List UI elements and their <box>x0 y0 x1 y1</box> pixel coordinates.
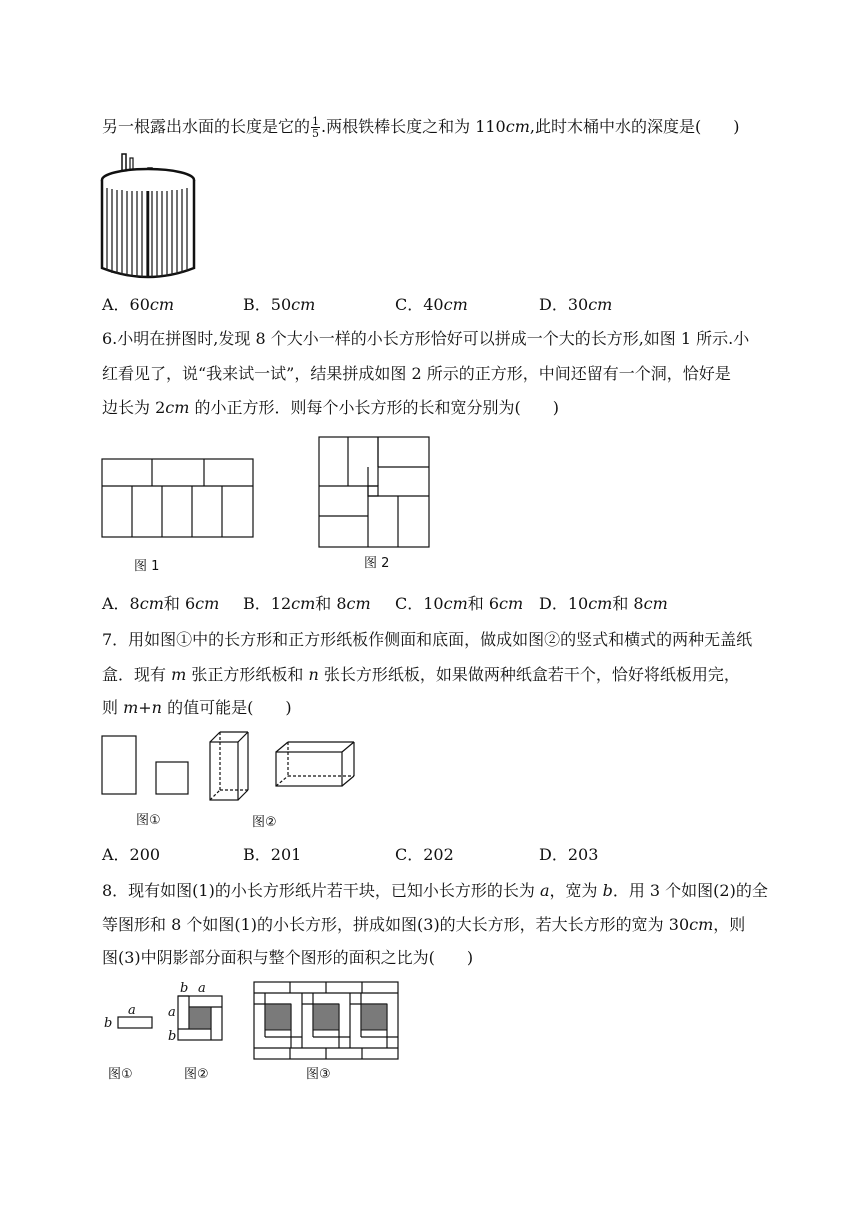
q6-figure-2-caption: 图 2 <box>364 556 390 571</box>
q8-stem-line-1: 8．现有如图(1)的小长方形纸片若干块，已知小长方形的长为 a，宽为 b．用 3 个如图(2)的全 <box>102 881 768 900</box>
fraction: $\frac{1}{5}$ <box>312 115 320 140</box>
q7-stem-line-1: 7．用如图①中的长方形和正方形纸板作侧面和底面，做成如图②的竖式和横式的两种无盖纸 <box>102 630 753 649</box>
q8-stem-line-2: 等图形和 8 个如图(1)的小长方形，拼成如图(3)的大长方形，若大长方形的宽为 30cm，则 <box>102 915 746 934</box>
q6-option-c[interactable]: C．10cm和 6cm <box>395 594 524 613</box>
q6-option-b[interactable]: B．12cm和 8cm <box>243 594 371 613</box>
q7-figure-1-caption: 图① <box>136 813 161 828</box>
q8-fig2-label-a-left: a <box>168 1005 176 1020</box>
q8-fig2-label-a-top: a <box>198 981 206 996</box>
q6-figure-1-caption: 图 1 <box>134 559 160 574</box>
q8-fig1-label-a: a <box>128 1003 136 1018</box>
q7-option-c[interactable]: C．202 <box>395 845 454 864</box>
q8-figures <box>96 978 406 1084</box>
q5-option-b[interactable]: B．50cm <box>243 295 316 314</box>
q6-stem-line-3: 边长为 2cm 的小正方形．则每个小长方形的长和宽分别为( ) <box>102 398 559 417</box>
q5-option-d[interactable]: D．30cm <box>539 295 613 314</box>
q6-figure-2 <box>316 434 434 574</box>
q5-option-c[interactable]: C．40cm <box>395 295 468 314</box>
q6-stem-line-2: 红看见了，说“我来试一试”，结果拼成如图 2 所示的正方形，中间还留有一个洞，恰好是 <box>102 364 731 383</box>
q7-stem-line-3: 则 m+n 的值可能是( ) <box>102 698 292 717</box>
q6-option-d[interactable]: D．10cm和 8cm <box>539 594 668 613</box>
q8-figure-1-caption: 图① <box>108 1067 133 1082</box>
q8-fig2-label-b-left: b <box>168 1029 177 1044</box>
q7-figures <box>98 728 362 832</box>
q8-figure-2-caption: 图② <box>184 1067 209 1082</box>
q6-stem-line-1: 6.小明在拼图时,发现 8 个大小一样的小长方形恰好可以拼成一个大的长方形,如图 1 所示.小 <box>102 329 750 348</box>
q8-fig2-label-b-top: b <box>180 981 189 996</box>
bucket-figure <box>98 150 208 284</box>
q7-option-b[interactable]: B．201 <box>243 845 302 864</box>
q8-fig1-label-b: b <box>104 1016 113 1031</box>
q6-figure-1 <box>100 456 256 576</box>
q5-stem-line: 另一根露出水面的长度是它的 $\frac{1}{5}$ .两根铁棒长度之和为 110cm,此时木桶中水的深度是( ) <box>102 115 740 140</box>
q7-figure-2-caption: 图② <box>252 815 277 830</box>
q7-option-a[interactable]: A．200 <box>102 845 161 864</box>
q8-stem-line-3: 图(3)中阴影部分面积与整个图形的面积之比为( ) <box>102 948 474 967</box>
q6-option-a[interactable]: A．8cm和 6cm <box>102 594 220 613</box>
q7-stem-line-2: 盒．现有 m 张正方形纸板和 n 张长方形纸板，如果做两种纸盒若干个，恰好将纸板用完， <box>102 665 740 684</box>
q5-option-a[interactable]: A．60cm <box>102 295 175 314</box>
q7-option-d[interactable]: D．203 <box>539 845 599 864</box>
q8-figure-3-caption: 图③ <box>306 1067 331 1082</box>
